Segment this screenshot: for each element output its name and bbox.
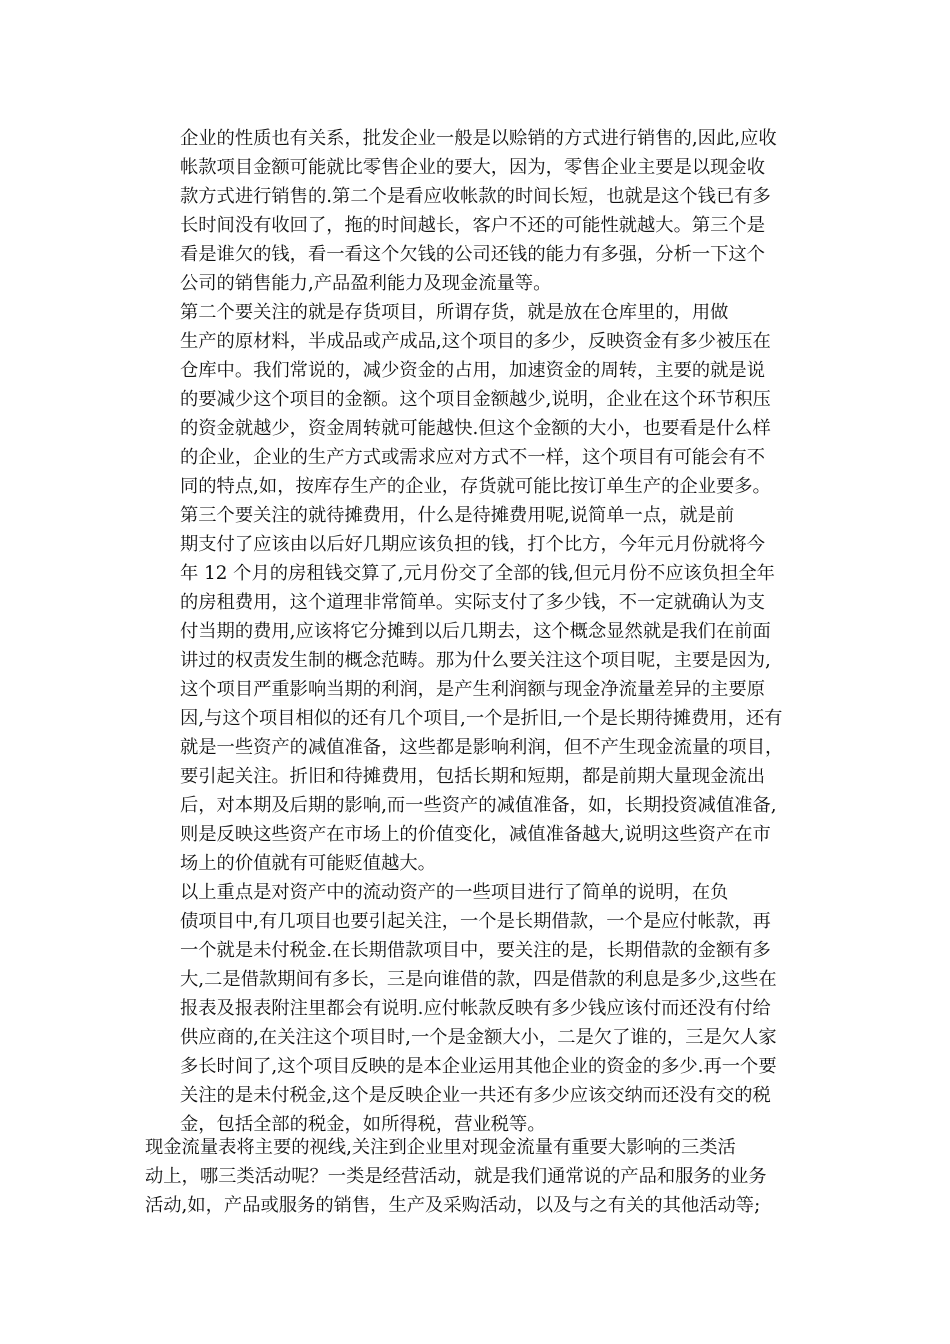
text-line: 多长时间了,这个项目反映的是本企业运用其他企业的资金的多少.再一个要 <box>180 1056 777 1077</box>
text-line: 的要减少这个项目的金额。这个项目金额越少,说明，企业在这个环节积压 <box>180 389 771 410</box>
text-line: 报表及报表附注里都会有说明.应付帐款反映有多少钱应该付而还没有付给 <box>180 998 771 1019</box>
text-line: 就是一些资产的减值准备，这些都是影响利润，但不产生现金流量的项目， <box>180 737 784 758</box>
text-line: 同的特点,如，按库存生产的企业，存货就可能比按订单生产的企业要多。 <box>180 476 771 497</box>
paragraph-inventory <box>180 298 771 501</box>
text-line: 付当期的费用,应该将它分摊到以后几期去，这个概念显然就是我们在前面 <box>180 621 771 642</box>
paragraph-cash-flow <box>145 1133 767 1220</box>
text-line: 活动,如，产品或服务的销售，生产及采购活动，以及与之有关的其他活动等; <box>145 1195 761 1216</box>
text-line: 动上，哪三类活动呢？一类是经营活动，就是我们通常说的产品和服务的业务 <box>145 1166 767 1187</box>
text-line: 年 12 个月的房租钱交算了,元月份交了全部的钱,但元月份不应该负担全年 <box>180 563 775 584</box>
text-line: 金，包括全部的税金，如所得税，营业税等。 <box>180 1114 546 1135</box>
text-line: 一个就是未付税金.在长期借款项目中，要关注的是，长期借款的金额有多 <box>180 940 771 961</box>
text-line: 后，对本期及后期的影响,而一些资产的减值准备，如，长期投资减值准备, <box>180 795 777 816</box>
text-line: 这个项目严重影响当期的利润，是产生利润额与现金净流量差异的主要原 <box>180 679 765 700</box>
text-line: 企业的性质也有关系，批发企业一般是以赊销的方式进行销售的,因此,应收 <box>180 128 777 149</box>
text-line: 要引起关注。折旧和待摊费用，包括长期和短期，都是前期大量现金流出 <box>180 766 765 787</box>
text-line: 以上重点是对资产中的流动资产的一些项目进行了简单的说明，在负 <box>180 882 729 903</box>
text-line: 的房租费用，这个道理非常简单。实际支付了多少钱，不一定就确认为支 <box>180 592 765 613</box>
text-line: 仓库中。我们常说的，减少资金的占用，加速资金的周转，主要的就是说 <box>180 360 765 381</box>
text-line: 生产的原材料，半成品或产成品,这个项目的多少，反映资金有多少被压在 <box>180 331 771 352</box>
text-line: 场上的价值就有可能贬值越大。 <box>180 853 436 874</box>
text-line: 期支付了应该由以后好几期应该负担的钱，打个比方，今年元月份就将今 <box>180 534 765 555</box>
text-line: 第二个要关注的就是存货项目，所谓存货，就是放在仓库里的，用做 <box>180 302 729 323</box>
text-line: 第三个要关注的就待摊费用，什么是待摊费用呢,说简单一点，就是前 <box>180 505 735 526</box>
text-line: 讲过的权责发生制的概念范畴。那为什么要关注这个项目呢，主要是因为, <box>180 650 771 671</box>
text-line: 的资金就越少，资金周转就可能越快.但这个金额的大小，也要看是什么样 <box>180 418 771 439</box>
paragraph-deferred-expenses <box>180 501 783 878</box>
paragraph-receivables <box>180 124 777 298</box>
text-line: 关注的是未付税金,这个是反映企业一共还有多少应该交纳而还没有交的税 <box>180 1085 771 1106</box>
text-line: 长时间没有收回了，拖的时间越长，客户不还的可能性就越大。第三个是 <box>180 215 765 236</box>
paragraph-liabilities <box>180 878 777 1139</box>
text-line: 大,二是借款期间有多长，三是向谁借的款，四是借款的利息是多少,这些在 <box>180 969 777 990</box>
text-line: 现金流量表将主要的视线,关注到企业里对现金流量有重要大影响的三类活 <box>145 1137 736 1158</box>
text-line: 债项目中,有几项目也要引起关注，一个是长期借款，一个是应付帐款，再 <box>180 911 771 932</box>
text-line: 款方式进行销售的.第二个是看应收帐款的时间长短，也就是这个钱已有多 <box>180 186 771 207</box>
text-line: 则是反映这些资产在市场上的价值变化，减值准备越大,说明这些资产在市 <box>180 824 771 845</box>
text-line: 因,与这个项目相似的还有几个项目,一个是折旧,一个是长期待摊费用，还有 <box>180 708 783 729</box>
text-line: 的企业，企业的生产方式或需求应对方式不一样，这个项目有可能会有不 <box>180 447 765 468</box>
text-line: 看是谁欠的钱，看一看这个欠钱的公司还钱的能力有多强，分析一下这个 <box>180 244 765 265</box>
text-line: 供应商的,在关注这个项目时,一个是金额大小，二是欠了谁的，三是欠人家 <box>180 1027 777 1048</box>
text-line: 公司的销售能力,产品盈利能力及现金流量等。 <box>180 273 552 294</box>
text-line: 帐款项目金额可能就比零售企业的要大，因为，零售企业主要是以现金收 <box>180 157 765 178</box>
